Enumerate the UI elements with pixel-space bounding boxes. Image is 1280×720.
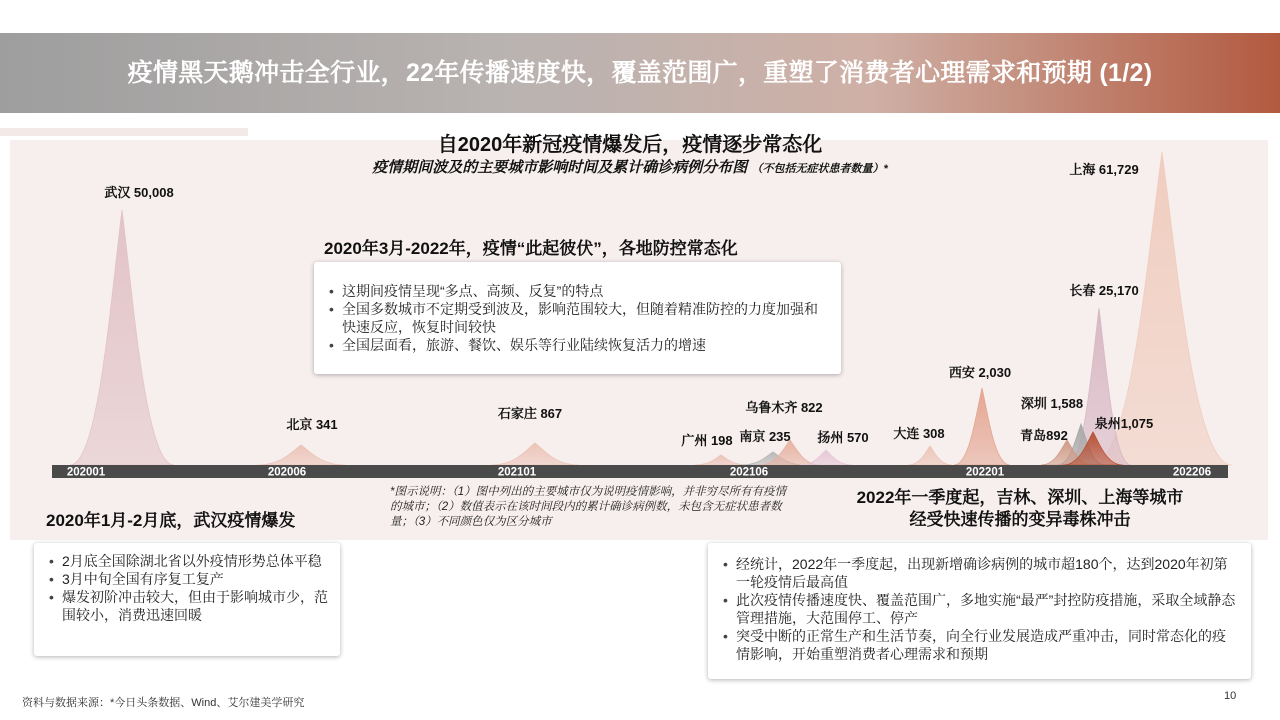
right-section-title-line1: 2022年一季度起，吉林、深圳、上海等城市 (856, 488, 1184, 507)
chart-title: 自2020年新冠疫情爆发后，疫情逐步常态化 (437, 134, 823, 156)
data-label-北京: 北京 341 (286, 417, 338, 432)
page-number: 10 (1224, 690, 1237, 702)
right-section-title-line2: 经受快速传播的变异毒株冲击 (909, 510, 1131, 529)
left-bullet: • 2月底全国除湖北省以外疫情形势总体平稳 (62, 552, 328, 570)
mid-section-card (314, 262, 841, 374)
x-tick-label: 202001 (66, 466, 106, 479)
x-tick-label: 202101 (497, 466, 537, 479)
left-section-title: 2020年1月-2月底，武汉疫情爆发 (46, 511, 296, 530)
time-axis-bar (52, 465, 1228, 478)
data-label-长春: 长春 25,170 (1069, 283, 1139, 298)
right-bullet: • 突受中断的正常生产和生活节奏，向全行业发展造成严重冲击，同时常态化的疫情影响，开始重塑消费者心理需求和预期 (736, 627, 1239, 663)
mid-bullet: • 全国多数城市不定期受到波及，影响范围较大，但随着精准防控的力度加强和快速反应，恢复时间较快 (342, 300, 829, 336)
x-tick-label: 202206 (1172, 466, 1212, 479)
data-label-大连: 大连 308 (893, 426, 945, 441)
data-label-上海: 上海 61,729 (1069, 162, 1139, 177)
chart-subtitle (320, 156, 940, 177)
peak-西安 (954, 388, 1010, 465)
mid-bullet: • 全国层面看，旅游、餐饮、娱乐等行业陆续恢复活力的增速 (342, 336, 829, 354)
peak-石家庄 (491, 443, 579, 465)
data-label-南京: 南京 235 (739, 429, 791, 444)
data-label-扬州: 扬州 570 (817, 430, 869, 445)
data-label-广州: 广州 198 (681, 433, 733, 448)
chart-caption: *图示说明：（1）图中列出的主要城市仅为说明疫情影响，并非穷尽所有有疫情的城市；（2）数值表示在该时间段内的累计确诊病例数，未包含无症状患者数量；（3）不同颜色仅为区分城市 (390, 486, 787, 528)
right-bullet: • 此次疫情传播速度快、覆盖范围广，多地实施“最严”封控防疫措施，采取全域静态管理措施，大范围停工、停产 (736, 591, 1239, 627)
right-section-title (820, 487, 1220, 531)
left-bullet: • 爆发初阶冲击较大，但由于影响城市少，范围较小，消费迅速回暖 (62, 588, 328, 624)
data-label-深圳: 深圳 1,588 (1020, 396, 1084, 411)
chart-subtitle-note: （不包括无症状患者数量）* (751, 163, 888, 175)
left-section-card (34, 543, 340, 656)
chart-subtitle-text: 疫情期间波及的主要城市影响时间及累计确诊病例分布图 (372, 159, 748, 176)
x-tick-label: 202106 (729, 466, 769, 479)
right-section-card (708, 543, 1251, 679)
data-label-石家庄: 石家庄 867 (497, 406, 563, 421)
data-label-武汉: 武汉 50,008 (104, 185, 174, 200)
x-tick-label: 202201 (965, 466, 1005, 479)
data-source: 资料与数据来源：*今日头条数据、Wind、艾尔建美学研究 (22, 697, 305, 709)
left-bullet: • 3月中旬全国有序复工复产 (62, 570, 328, 588)
right-bullets (708, 543, 1251, 663)
right-bullet: • 经统计，2022年一季度起，出现新增确诊病例的城市超180个，达到2020年初第一轮疫情后最高值 (736, 555, 1239, 591)
peak-北京 (257, 445, 345, 465)
mid-section-title: 2020年3月-2022年，疫情“此起彼伏”，各地防控常态化 (324, 239, 738, 258)
page-title: 疫情黑天鹅冲击全行业，22年传播速度快，覆盖范围广，重塑了消费者心理需求和预期 (1/2) (127, 59, 1153, 87)
data-label-西安: 西安 2,030 (948, 365, 1012, 380)
mid-bullet: • 这期间疫情呈现“多点、高频、反复”的特点 (342, 282, 829, 300)
x-tick-label: 202006 (267, 466, 307, 479)
peak-广州 (695, 455, 747, 465)
left-bullets (34, 543, 340, 624)
mid-bullets (314, 262, 841, 354)
data-label-青岛: 青岛892 (1020, 428, 1068, 443)
data-label-泉州: 泉州1,075 (1094, 416, 1154, 431)
data-label-乌鲁木齐: 乌鲁木齐 822 (745, 400, 823, 415)
peak-武汉 (70, 210, 174, 465)
peak-大连 (908, 446, 952, 465)
